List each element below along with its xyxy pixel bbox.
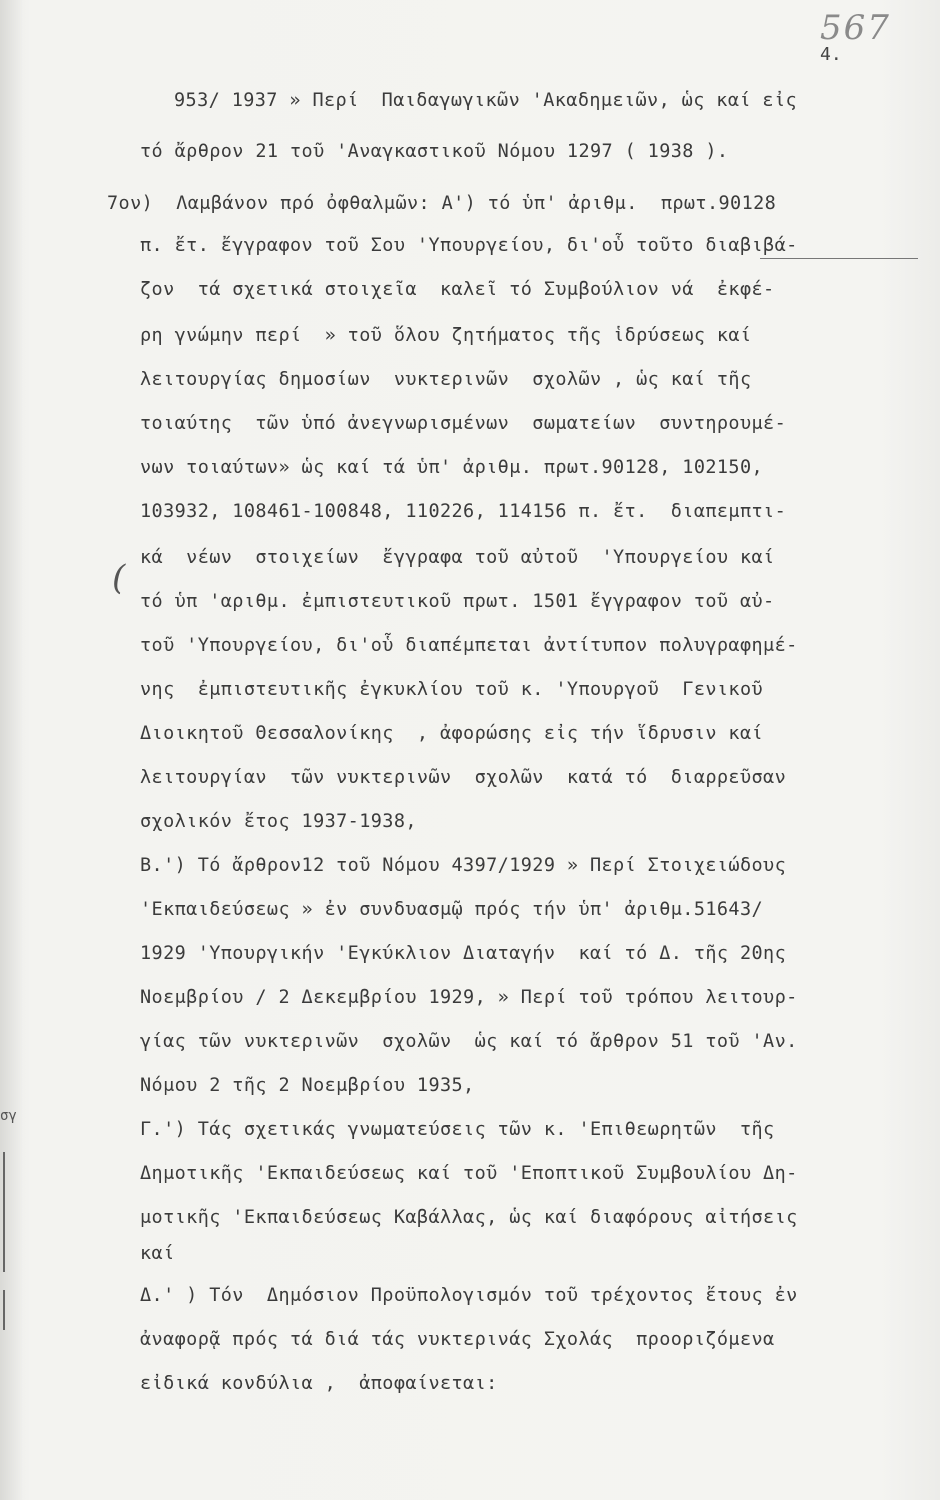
text-line: εἰδικά κονδύλια , ἀποφαίνεται: [140,1373,498,1394]
text-line: 1929 'Υπουργικήν 'Εγκύκλιον Διαταγήν καί τό Δ. τῆς 20ης [140,943,787,964]
text-line: νων τοιαύτων» ὡς καί τά ὑπ' ἀριθμ. πρωτ.90128, 102150, [140,457,764,478]
text-line: Β.') Τό ἄρθρον12 τοῦ Νόμου 4397/1929 » Περί Στοιχειώδους [140,855,787,876]
text-line: γίας τῶν νυκτερινῶν σχολῶν ὡς καί τό ἄρθρον 51 τοῦ 'Αν. [140,1031,798,1052]
edge-fragment: σγ [0,1108,17,1124]
margin-bracket-mark: ( [112,558,126,598]
text-line: τό ὑπ 'αριθμ. ἐμπιστευτικοῦ πρωτ. 1501 ἔγγραφον τοῦ αὐ- [140,591,775,612]
text-line: λειτουργίας δημοσίων νυκτερινῶν σχολῶν , ὡς καί τῆς [140,369,752,390]
text-line: ζον τά σχετικά στοιχεῖα καλεῖ τό Συμβούλιον νά ἐκφέ- [140,279,775,300]
text-line: 103932, 108461-100848, 110226, 114156 π. ἔτ. διαπεμπτι- [140,501,787,522]
edge-mark [3,1152,5,1272]
text-line: τοῦ 'Υπουργείου, δι'οὗ διαπέμπεται ἀντίτυπον πολυγραφημέ- [140,635,798,656]
text-line: τοιαύτης τῶν ὑπό ἀνεγνωρισμένων σωματείων συντηρουμέ- [140,413,787,434]
text-line: νης ἐμπιστευτικῆς ἐγκυκλίου τοῦ κ. 'Υπουργοῦ Γενικοῦ [140,679,764,700]
text-line: π. ἔτ. ἔγγραφον τοῦ Σου 'Υπουργείου, δι'οὗ τοῦτο διαβιβά- [140,235,798,256]
underline [760,258,918,259]
text-line: λειτουργίαν τῶν νυκτερινῶν σχολῶν κατά τό διαρρεῦσαν [140,767,787,788]
text-line: Νόμου 2 τῆς 2 Νοεμβρίου 1935, [140,1075,475,1096]
handwritten-number: 567 [820,8,891,48]
page-number: 4. [820,44,842,65]
scan-edge [0,0,22,1500]
edge-mark [3,1290,5,1330]
text-line: Δημοτικῆς 'Εκπαιδεύσεως καί τοῦ 'Εποπτικοῦ Συμβουλίου Δη- [140,1163,798,1184]
text-line: σχολικόν ἔτος 1937-1938, [140,811,417,832]
text-line: καί [140,1243,175,1264]
text-line: 953/ 1937 » Περί Παιδαγωγικῶν 'Ακαδημειῶν, ὡς καί εἰς [174,90,798,111]
text-line: Διοικητοῦ Θεσσαλονίκης , ἀφορώσης εἰς τήν ἵδρυσιν καί [140,723,764,744]
text-line: Γ.') Τάς σχετικάς γνωματεύσεις τῶν κ. 'Επιθεωρητῶν τῆς [140,1119,775,1140]
text-line: Δ.' ) Τόν Δημόσιον Προϋπολογισμόν τοῦ τρέχοντος ἔτους ἐν [140,1285,798,1306]
text-line: μοτικῆς 'Εκπαιδεύσεως Καβάλλας, ὡς καί διαφόρους αἰτήσεις [140,1207,798,1228]
text-line: ἀναφορᾷ πρός τά διά τάς νυκτερινάς Σχολάς προοριζόμενα [140,1329,775,1350]
text-line: 7ον) Λαμβάνον πρό ὀφθαλμῶν: Α') τό ὑπ' ἀριθμ. πρωτ.90128 [107,193,777,214]
text-line: κά νέων στοιχείων ἔγγραφα τοῦ αὐτοῦ 'Υπουργείου καί [140,547,775,568]
text-line: 'Εκπαιδεύσεως » ἐν συνδυασμῷ πρός τήν ὑπ' ἀριθμ.51643/ [140,899,764,920]
text-line: τό ἄρθρον 21 τοῦ 'Αναγκαστικοῦ Νόμου 1297 ( 1938 ). [140,141,729,162]
text-line: ρη γνώμην περί » τοῦ ὅλου ζητήματος τῆς ἱδρύσεως καί [140,325,752,346]
text-line: Νοεμβρίου / 2 Δεκεμβρίου 1929, » Περί τοῦ τρόπου λειτουρ- [140,987,798,1008]
